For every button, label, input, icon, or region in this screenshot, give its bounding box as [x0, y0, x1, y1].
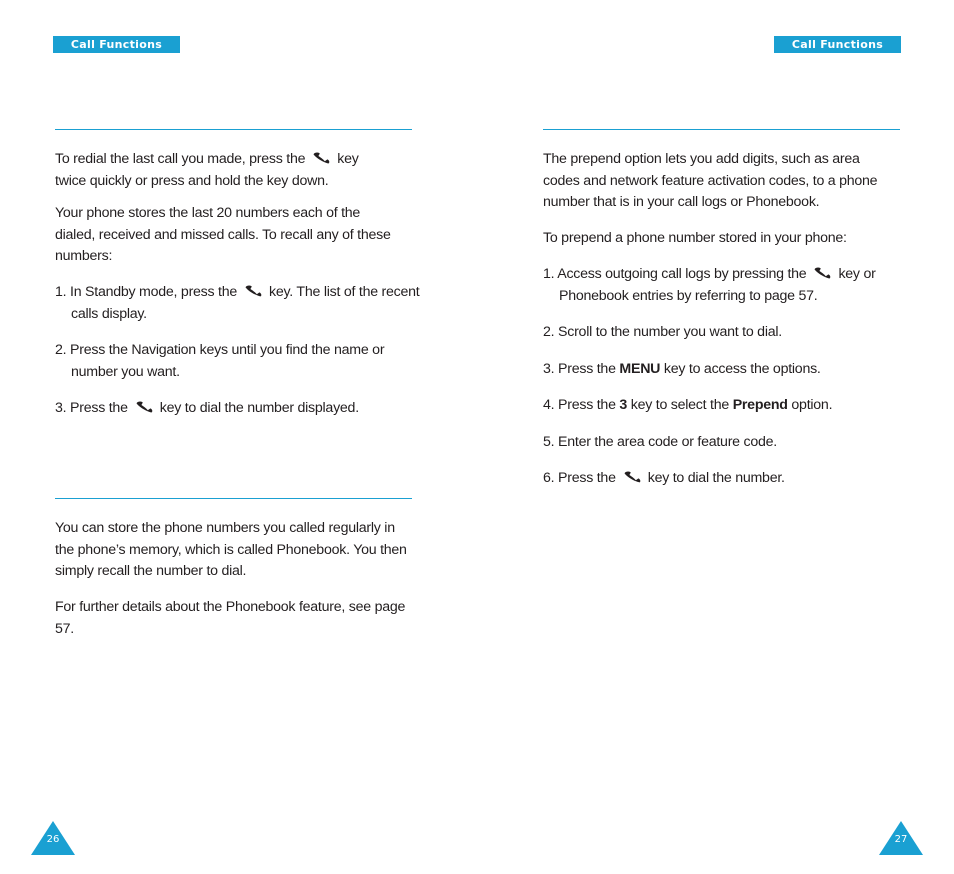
redial-paragraph-1 — [55, 149, 425, 192]
redial-paragraph-2: Your phone stores the last 20 numbers each of the dialed, received and missed calls. To recall any of these numbers: — [55, 205, 391, 265]
text-span: 4. Press the — [543, 397, 620, 413]
prepend-step-4 — [543, 395, 914, 417]
text-span: To redial the last call you made, press the — [55, 151, 306, 167]
text-span: 3. Press the — [543, 361, 620, 377]
phone-handset-icon — [621, 470, 643, 483]
key-3-label: 3 — [619, 397, 628, 413]
prepend-step-1 — [543, 264, 919, 307]
text-span: key or Phonebook entries by referring to page 57. — [559, 266, 876, 304]
prepend-option-label: Prepend — [732, 397, 788, 413]
text-span: key — [337, 151, 359, 167]
text-span: key to access the options. — [660, 361, 821, 377]
prepend-step-5: 5. Enter the area code or feature code. — [543, 434, 777, 450]
text-span: option. — [787, 397, 833, 413]
text-span: key to dial the number. — [647, 470, 785, 486]
section-divider-prepend — [543, 129, 900, 130]
redial-step-2: 2. Press the Navigation keys until you find the name or number you want. — [55, 342, 385, 380]
text-span: 3. Press the — [55, 400, 128, 416]
text-span: 1. In Standby mode, press the — [55, 284, 238, 300]
text-span: key. The list of the recent calls display. — [71, 284, 420, 322]
section-divider-phonebook — [55, 498, 412, 499]
redial-step-3 — [55, 398, 431, 420]
header-section-tab-right: Call Functions — [774, 36, 901, 53]
prepend-lead: To prepend a phone number stored in your phone: — [543, 230, 847, 246]
text-span: key to dial the number displayed. — [159, 400, 359, 416]
text-span: key to select the — [627, 397, 733, 413]
page-number-right: 27 — [894, 834, 908, 845]
phone-handset-icon — [242, 284, 264, 297]
phone-handset-icon — [133, 400, 155, 413]
phone-handset-icon — [811, 266, 833, 279]
prepend-intro: The prepend option lets you add digits, such as area codes and network feature activation codes, to a phone number that is in your call logs or Phonebook. — [543, 151, 878, 211]
phonebook-paragraph-2: For further details about the Phonebook feature, see page 57. — [55, 599, 406, 637]
text-span: 1. Access outgoing call logs by pressing the — [543, 266, 807, 282]
header-section-tab-left: Call Functions — [53, 36, 180, 53]
page-number-left: 26 — [46, 834, 60, 845]
redial-step-1 — [55, 282, 431, 325]
prepend-step-3 — [543, 359, 914, 381]
prepend-step-2: 2. Scroll to the number you want to dial. — [543, 324, 782, 340]
menu-key-label: MENU — [619, 361, 661, 377]
prepend-step-6 — [543, 468, 914, 490]
phonebook-paragraph-1: You can store the phone numbers you called regularly in the phone’s memory, which is called Phonebook. You then simply recall the number to dial. — [55, 520, 407, 580]
text-span: twice quickly or press and hold the key down. — [55, 172, 329, 189]
text-span: 6. Press the — [543, 470, 616, 486]
phone-handset-icon — [310, 151, 332, 164]
section-divider-redial — [55, 129, 412, 130]
